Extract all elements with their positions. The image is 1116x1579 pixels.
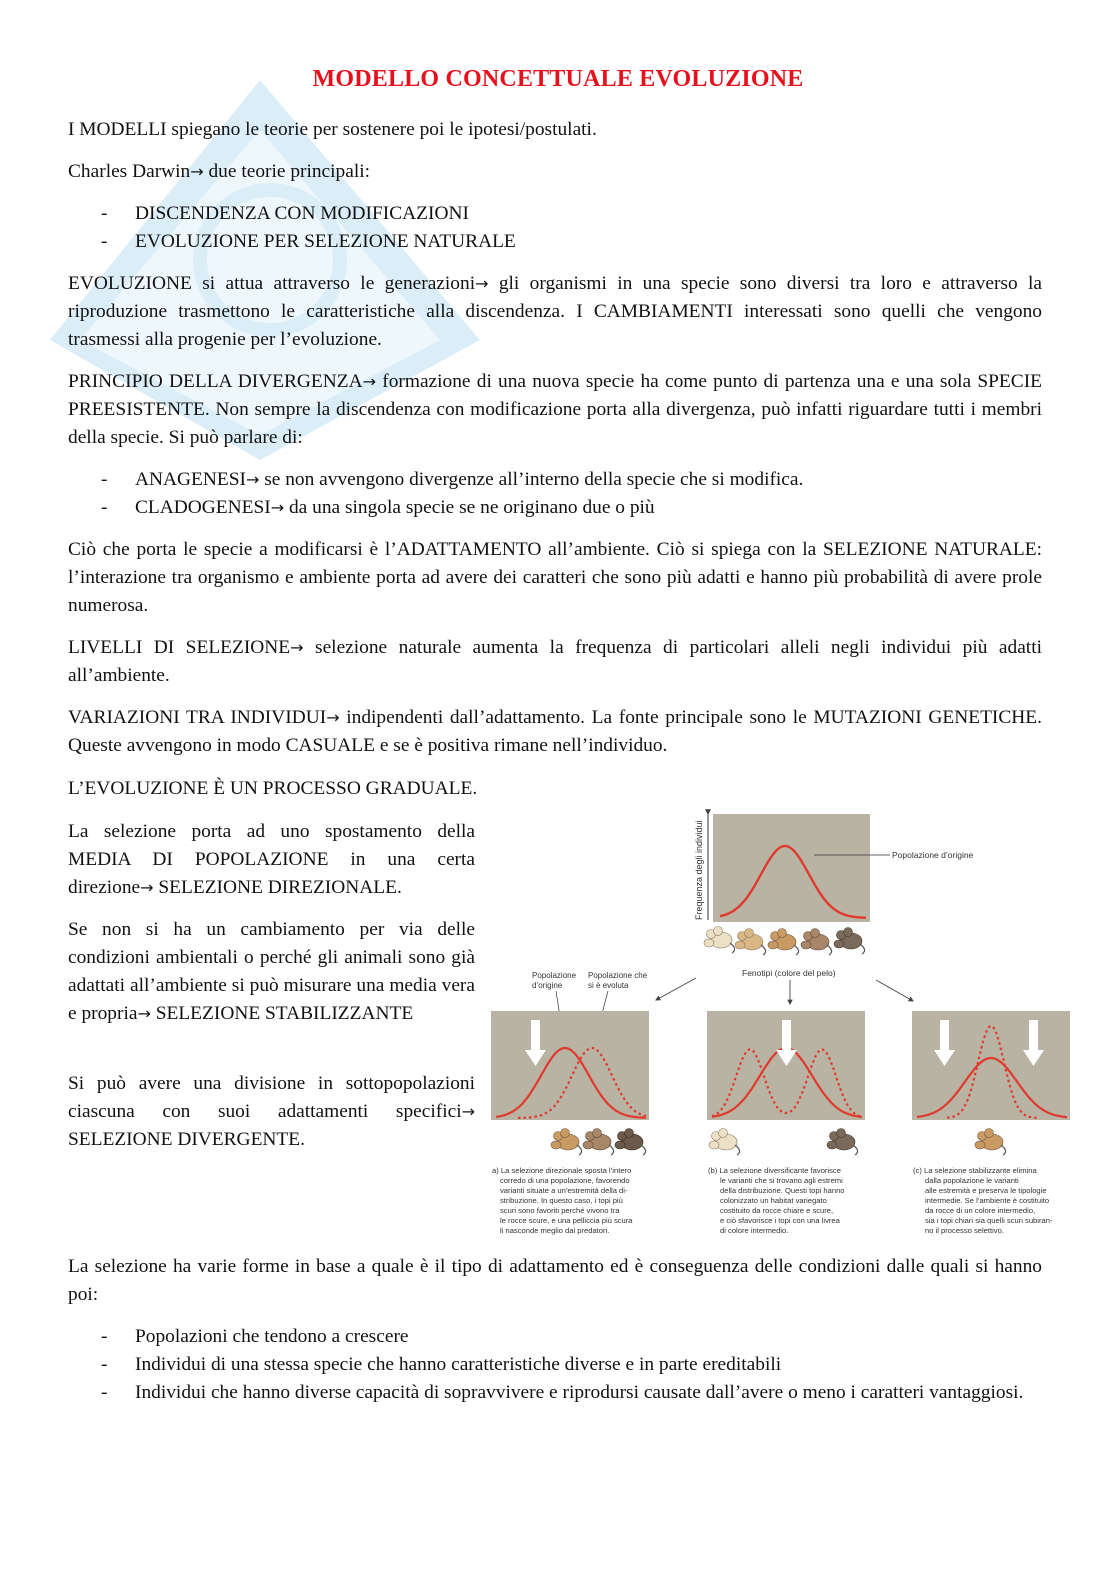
list-item: - Popolazioni che tendono a crescere <box>68 1323 1042 1351</box>
list-item: - EVOLUZIONE PER SELEZIONE NATURALE <box>68 228 1042 256</box>
list-theories <box>68 200 1042 256</box>
caption-line: a) La selezione direzionale sposta l’intero <box>492 1166 632 1175</box>
mouse-icon <box>834 928 865 955</box>
arrow-icon: → <box>140 878 154 897</box>
caption-line: da rocce di un colore intermedio, <box>925 1206 1036 1215</box>
arrow-icon: → <box>270 498 285 517</box>
caption-line: stribuzione. In questo caso, i topi più <box>500 1196 623 1205</box>
origin-panel <box>713 814 870 922</box>
caption-line: alle estremità e preserva le tipologie <box>925 1186 1047 1195</box>
mouse-icon <box>768 929 799 956</box>
panel-directional <box>491 1011 649 1120</box>
caption-line: varianti situate a un’estremità della di- <box>500 1186 628 1195</box>
caption-line: di colore intermedio. <box>720 1226 789 1235</box>
arrow-icon: → <box>137 1004 151 1023</box>
caption-line: le varianti che si trovano agli estremi <box>720 1176 843 1185</box>
caption-line: dalla popolazione le varianti <box>925 1176 1019 1185</box>
phenotype-label: Fenotipi (colore del pelo) <box>742 968 836 978</box>
mouse-icon <box>583 1129 614 1156</box>
arrow-icon: → <box>326 708 340 727</box>
caption-line: le rocce scure, e una pelliccia più scura <box>500 1216 633 1225</box>
caption-line: no il processo selettivo. <box>925 1226 1004 1235</box>
caption-line: e ciò sfavorisce i topi con una livrea <box>720 1216 840 1225</box>
caption-stabilizing <box>913 1166 1053 1235</box>
caption-line: li nasconde meglio dai predatori. <box>500 1226 610 1235</box>
list-item: - ANAGENESI→ se non avvengono divergenze all’interno della specie che si modifica. <box>68 466 1042 494</box>
list-item: - CLADOGENESI→ da una singola specie se ne originano due o più <box>68 494 1042 522</box>
caption-directional <box>492 1166 633 1235</box>
arrow-icon: → <box>245 470 260 489</box>
paragraph-divergenza: PRINCIPIO DELLA DIVERGENZA→ formazione di una nuova specie ha come punto di partenza una e una sola SPECIE PREESISTENTE. Non sempre la discendenza con modificazione porta alla divergenza, può infatti riguardare tutti i membri della specie. Si può parlare di: <box>68 371 1042 448</box>
arrow-icon: → <box>290 638 304 657</box>
list-conditions <box>68 1323 1042 1407</box>
mouse-icon <box>975 1129 1006 1156</box>
caption-line: della distribuzione. Questi topi hanno <box>720 1186 845 1195</box>
paragraph-livelli: LIVELLI DI SELEZIONE→ selezione naturale aumenta la frequenza di particolari alleli negli individui più adatti all’ambiente. <box>68 637 1042 686</box>
caption-line: (c) La selezione stabilizzante elimina <box>913 1166 1037 1175</box>
mouse-icon <box>735 929 766 956</box>
list-item: - DISCENDENZA CON MODIFICAZIONI <box>68 200 1042 228</box>
caption-diversifying <box>708 1166 845 1235</box>
paragraph-evoluzione: EVOLUZIONE si attua attraverso le generazioni→ gli organismi in una specie sono diversi tra loro e attraverso la riproduzione trasmettono le caratteristiche alla discendenza. I CAMBIAMENTI interessati sono quelli che vengono trasmessi alla progenie per l’evoluzione. <box>68 273 1043 350</box>
selection-figure <box>488 808 1080 1240</box>
arrow-icon: → <box>362 372 377 391</box>
list-item: - Individui di una stessa specie che hanno caratteristiche diverse e in parte ereditabili <box>68 1351 1042 1379</box>
arrow-icon: → <box>461 1102 475 1121</box>
caption-line: corredo di una popolazione, favorendo <box>500 1176 630 1185</box>
paragraph-modelli: I MODELLI spiegano le teorie per sostenere poi le ipotesi/postulati. <box>68 119 597 140</box>
list-genesi <box>68 466 1042 522</box>
list-item: - Individui che hanno diverse capacità di sopravvivere e riprodursi causate dall’avere o meno i caratteri vantaggiosi. <box>68 1379 1042 1407</box>
paragraph-adattamento: Ciò che porta le specie a modificarsi è l’ADATTAMENTO all’ambiente. Ciò si spiega con la SELEZIONE NATURALE: l’interazione tra organismo e ambiente porta ad avere dei caratteri che sono più adatti e hanno più probabilità di avere prole numerosa. <box>68 539 1042 616</box>
branch-arrow-c <box>876 980 913 1001</box>
mouse-icon <box>551 1129 582 1156</box>
caption-line: scuri sono favoriti perché vivono tra <box>500 1206 620 1215</box>
mouse-icon <box>704 927 735 954</box>
paragraph-direzionale: La selezione porta ad uno spostamento della MEDIA DI POPOLAZIONE in una certa direzione→ SELEZIONE DIREZIONALE. <box>68 821 475 898</box>
panel-a-evolved-label-2: si è evoluta <box>588 981 629 990</box>
arrow-icon: → <box>475 274 489 293</box>
origin-population-label: Popolazione d’origine <box>892 850 974 860</box>
caption-line: colonizzato un habitat variegato <box>720 1196 827 1205</box>
mouse-icon <box>615 1129 646 1156</box>
panel-a-origin-label: Popolazione <box>532 971 577 980</box>
panel-a-evolved-label: Popolazione che <box>588 971 648 980</box>
mouse-icon <box>709 1129 740 1156</box>
page-title: MODELLO CONCETTUALE EVOLUZIONE <box>312 66 804 92</box>
panel-stabilizing <box>912 1011 1070 1120</box>
arrow-icon: → <box>190 162 204 181</box>
caption-line: costituito da rocce chiare e scure, <box>720 1206 834 1215</box>
caption-line: sia i topi chiari sia quelli scuri subiran- <box>925 1216 1053 1225</box>
paragraph-graduale: L’EVOLUZIONE È UN PROCESSO GRADUALE. <box>68 778 478 799</box>
paragraph-variazioni: VARIAZIONI TRA INDIVIDUI→ indipendenti dall’adattamento. La fonte principale sono le MUTAZIONI GENETICHE. Queste avvengono in modo CASUALE e se è positiva rimane nell’individuo. <box>68 707 1042 756</box>
mouse-icon <box>801 929 832 956</box>
paragraph-forme: La selezione ha varie forme in base a quale è il tipo di adattamento ed è conseguenza delle condizioni dalle quali si hanno poi: <box>68 1256 1042 1305</box>
panel-a-origin-label-2: d’origine <box>532 981 563 990</box>
caption-line: intermedie. Se l’ambiente è costituito <box>925 1196 1050 1205</box>
paragraph-stabilizzante: Se non si ha un cambiamento per via delle condizioni ambientali o perché gli animali sono già adattati all’ambiente si può misurare una media vera e propria→ SELEZIONE STABILIZZANTE <box>68 919 475 1024</box>
paragraph-divergente: Si può avere una divisione in sottopopolazioni ciascuna con suoi adattamenti specifici→ SELEZIONE DIVERGENTE. <box>68 1073 475 1150</box>
paragraph-darwin: Charles Darwin→ due teorie principali: <box>68 161 371 182</box>
branch-arrow-a <box>656 978 696 1000</box>
mouse-icon <box>827 1129 858 1156</box>
caption-line: (b) La selezione diversificante favorisce <box>708 1166 841 1175</box>
y-axis-label: Frequenza degli individui <box>694 820 704 920</box>
